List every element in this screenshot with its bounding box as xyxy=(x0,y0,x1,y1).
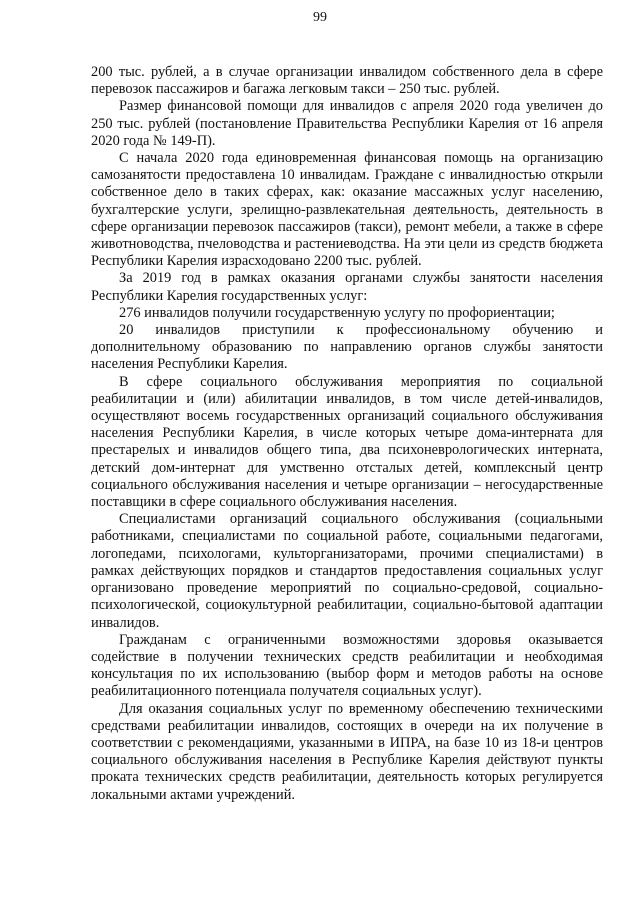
paragraph-continuation: 200 тыс. рублей, а в случае организации инвалидом собственного дела в сфере перевозок пассажиров и багажа легковым такси – 250 тыс. рублей. xyxy=(91,64,603,98)
paragraph-social-services: В сфере социального обслуживания мероприятия по социальной реабилитации и (или) абилитации инвалидов, в том числе детей-инвалидов, осуществляют восемь государственных организаций социального обслуживания населения Республики Карелия, в числе которых четыре дома-интерната для престарелых и инвалидов общего типа, два психоневрологических интерната, детский дом-интернат для умственно отсталых детей, комплексный центр социального обслуживания населения и четыре организации – негосударственные поставщики в сфере социального обслуживания населения. xyxy=(91,373,603,511)
paragraph-vocational-training: 20 инвалидов приступили к профессиональному обучению и дополнительному образованию по направлению органов службы занятости населения Республики Карелия. xyxy=(91,322,603,373)
paragraph-employment-services-2019: За 2019 год в рамках оказания органами службы занятости населения Республики Карелия государственных услуг: xyxy=(91,270,603,304)
paragraph-career-guidance: 276 инвалидов получили государственную услугу по профориентации; xyxy=(119,304,555,321)
paragraph-self-employment: С начала 2020 года единовременная финансовая помощь на организацию самозанятости предоставлена 10 инвалидам. Граждане с инвалидностью открыли собственное дело в таких сферах, как: оказание массажных услуг населению, бухгалтерские услуги, зрелищно-развлекательная деятельность, деятельность в сфере организации перевозок пассажиров (такси), ремонт мебели, а также в сфере животноводства, пчеловодства и растениеводства. На эти цели из средств бюджета Республики Карелия израсходовано 2200 тыс. рублей. xyxy=(91,150,603,270)
paragraph-financial-aid-amount: Размер финансовой помощи для инвалидов с апреля 2020 года увеличен до 250 тыс. рублей (постановление Правительства Республики Карелия от 16 апреля 2020 года № 149-П). xyxy=(91,98,603,149)
paragraph-rental-points: Для оказания социальных услуг по временному обеспечению техническими средствами реабилитации инвалидов, состоящих в очереди на их получение в соответствии с рекомендациями, указанными в ИПРА, на базе 10 из 18-и центров социального обслуживания населения в Республике Карелия действуют пункты проката технических средств реабилитации, деятельность которых регулируется локальными актами учреждений. xyxy=(91,700,603,803)
page-number: 99 xyxy=(313,10,327,25)
paragraph-specialists: Специалистами организаций социального обслуживания (социальными работниками, специалистами по социальной работе, социальными педагогами, логопедами, психологами, культорганизаторами, прочими специалистами) в рамках действующих порядков и стандартов предоставления социальных услуг организовано проведение мероприятий по социально-средовой, социально-психологической, социокультурной реабилитации, социально-бытовой адаптации инвалидов. xyxy=(91,511,603,631)
paragraph-technical-aids: Гражданам с ограниченными возможностями здоровья оказывается содействие в получении технических средств реабилитации и необходимая консультация по их использованию (выбор форм и методов работы на основе реабилитационного потенциала получателя социальных услуг). xyxy=(91,631,603,700)
document-body xyxy=(91,64,603,804)
